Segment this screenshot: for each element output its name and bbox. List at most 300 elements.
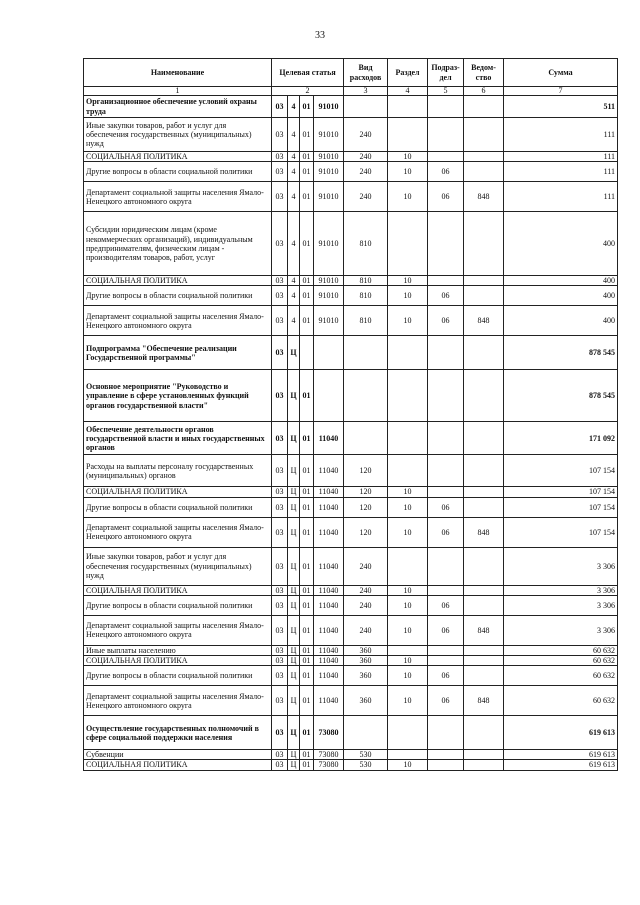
table-cell-section <box>388 118 428 152</box>
table-cell-department <box>464 760 504 770</box>
table-cell-activity: 01 <box>300 645 314 655</box>
table-cell-direction: 91010 <box>314 286 344 306</box>
table-cell-direction: 11040 <box>314 645 344 655</box>
table-cell-activity: 01 <box>300 686 314 716</box>
table-cell-expense-type <box>344 96 388 118</box>
table-cell-direction: 11040 <box>314 547 344 585</box>
table-cell-sum: 111 <box>504 162 618 182</box>
table-cell-section: 10 <box>388 686 428 716</box>
table-cell-activity: 01 <box>300 96 314 118</box>
table-cell-department <box>464 750 504 760</box>
table-cell-subprogram: 4 <box>288 162 300 182</box>
table-cell-section: 10 <box>388 162 428 182</box>
table-cell-subprogram: Ц <box>288 370 300 422</box>
table-row <box>84 370 618 422</box>
table-cell-department <box>464 162 504 182</box>
table-cell-direction: 11040 <box>314 666 344 686</box>
table-cell-activity <box>300 336 314 370</box>
table-cell-expense-type: 530 <box>344 760 388 770</box>
table-row <box>84 276 618 286</box>
table-cell-section <box>388 96 428 118</box>
table-cell-expense-type: 240 <box>344 585 388 595</box>
header-target-article: Целевая статья <box>272 59 344 87</box>
table-cell-name: Иные закупки товаров, работ и услуг для обеспечения государственных (муниципальных) нужд <box>84 118 272 152</box>
table-cell-activity: 01 <box>300 750 314 760</box>
table-cell-program: 03 <box>272 276 288 286</box>
table-cell-subprogram: Ц <box>288 422 300 455</box>
column-number: 1 <box>84 87 272 96</box>
table-cell-section <box>388 455 428 487</box>
table-cell-subprogram: 4 <box>288 306 300 336</box>
table-cell-department <box>464 96 504 118</box>
table-cell-activity: 01 <box>300 615 314 645</box>
table-cell-section: 10 <box>388 286 428 306</box>
table-cell-direction: 11040 <box>314 455 344 487</box>
column-number: 5 <box>428 87 464 96</box>
table-row <box>84 547 618 585</box>
table-cell-name: Департамент социальной защиты населения Ямало-Ненецкого автономного округа <box>84 306 272 336</box>
table-cell-direction: 11040 <box>314 517 344 547</box>
table-cell-direction: 91010 <box>314 276 344 286</box>
table-cell-name: Другие вопросы в области социальной политики <box>84 666 272 686</box>
table-cell-program: 03 <box>272 487 288 497</box>
table-cell-subprogram: Ц <box>288 497 300 517</box>
table-cell-subsection: 06 <box>428 497 464 517</box>
table-cell-department <box>464 422 504 455</box>
table-cell-direction: 91010 <box>314 182 344 212</box>
table-cell-activity: 01 <box>300 595 314 615</box>
table-row <box>84 162 618 182</box>
table-row <box>84 686 618 716</box>
table-cell-department <box>464 656 504 666</box>
table-cell-subsection: 06 <box>428 595 464 615</box>
table-cell-direction: 91010 <box>314 96 344 118</box>
table-cell-expense-type: 360 <box>344 656 388 666</box>
table-cell-subsection <box>428 547 464 585</box>
table-cell-program: 03 <box>272 656 288 666</box>
table-cell-sum: 511 <box>504 96 618 118</box>
table-cell-subsection <box>428 118 464 152</box>
table-cell-program: 03 <box>272 306 288 336</box>
table-cell-department <box>464 497 504 517</box>
table-cell-name: Организационное обеспечение условий охраны труда <box>84 96 272 118</box>
table-cell-subsection: 06 <box>428 182 464 212</box>
table-cell-program: 03 <box>272 118 288 152</box>
table-cell-expense-type: 360 <box>344 645 388 655</box>
table-cell-department <box>464 716 504 750</box>
table-cell-name: Расходы на выплаты персоналу государственных (муниципальных) органов <box>84 455 272 487</box>
table-cell-section: 10 <box>388 276 428 286</box>
table-cell-name: Другие вопросы в области социальной политики <box>84 497 272 517</box>
table-row <box>84 422 618 455</box>
column-number: 3 <box>344 87 388 96</box>
table-cell-expense-type: 240 <box>344 152 388 162</box>
table-cell-department <box>464 212 504 276</box>
table-cell-program: 03 <box>272 212 288 276</box>
table-cell-section: 10 <box>388 182 428 212</box>
table-cell-section: 10 <box>388 615 428 645</box>
table-cell-subprogram: Ц <box>288 487 300 497</box>
table-cell-sum: 111 <box>504 118 618 152</box>
table-cell-subprogram: Ц <box>288 656 300 666</box>
table-cell-expense-type: 810 <box>344 276 388 286</box>
table-cell-sum: 111 <box>504 152 618 162</box>
table-cell-name: Иные закупки товаров, работ и услуг для обеспечения государственных (муниципальных) нужд <box>84 547 272 585</box>
table-cell-department <box>464 286 504 306</box>
table-cell-expense-type: 530 <box>344 750 388 760</box>
table-cell-sum: 3 306 <box>504 595 618 615</box>
table-cell-department <box>464 370 504 422</box>
table-row <box>84 517 618 547</box>
table-cell-sum: 878 545 <box>504 370 618 422</box>
table-cell-name: Основное мероприятие "Руководство и управление в сфере установленных функций органов государственной власти" <box>84 370 272 422</box>
table-row <box>84 118 618 152</box>
table-cell-name: Департамент социальной защиты населения Ямало-Ненецкого автономного округа <box>84 182 272 212</box>
table-cell-expense-type <box>344 716 388 750</box>
table-cell-program: 03 <box>272 336 288 370</box>
column-number-row <box>84 87 618 96</box>
table-cell-sum: 400 <box>504 276 618 286</box>
table-cell-section: 10 <box>388 585 428 595</box>
table-cell-direction <box>314 370 344 422</box>
table-row <box>84 96 618 118</box>
table-cell-section: 10 <box>388 595 428 615</box>
table-cell-name: Другие вопросы в области социальной политики <box>84 595 272 615</box>
table-cell-name: СОЦИАЛЬНАЯ ПОЛИТИКА <box>84 152 272 162</box>
table-cell-subprogram: Ц <box>288 686 300 716</box>
table-cell-department: 848 <box>464 306 504 336</box>
table-cell-name: Иные выплаты населению <box>84 645 272 655</box>
table-cell-expense-type: 810 <box>344 306 388 336</box>
header-name: Наименование <box>84 59 272 87</box>
table-cell-subsection <box>428 585 464 595</box>
table-cell-subsection: 06 <box>428 517 464 547</box>
table-cell-program: 03 <box>272 182 288 212</box>
table-cell-sum: 107 154 <box>504 517 618 547</box>
table-cell-name: Осуществление государственных полномочий в сфере социальной поддержки населения <box>84 716 272 750</box>
table-cell-section: 10 <box>388 497 428 517</box>
table-cell-activity: 01 <box>300 497 314 517</box>
table-cell-name: Субвенции <box>84 750 272 760</box>
table-row <box>84 182 618 212</box>
header-department: Ведом-ство <box>464 59 504 87</box>
table-cell-program: 03 <box>272 497 288 517</box>
table-cell-name: Подпрограмма "Обеспечение реализации Государственной программы" <box>84 336 272 370</box>
table-row <box>84 760 618 770</box>
table-cell-name: СОЦИАЛЬНАЯ ПОЛИТИКА <box>84 760 272 770</box>
table-cell-subsection <box>428 750 464 760</box>
table-cell-sum: 619 613 <box>504 716 618 750</box>
table-cell-activity: 01 <box>300 118 314 152</box>
table-cell-section: 10 <box>388 517 428 547</box>
table-cell-activity: 01 <box>300 152 314 162</box>
table-cell-program: 03 <box>272 96 288 118</box>
table-cell-sum: 111 <box>504 182 618 212</box>
table-cell-program: 03 <box>272 716 288 750</box>
table-cell-expense-type <box>344 422 388 455</box>
table-cell-section <box>388 547 428 585</box>
table-cell-department <box>464 585 504 595</box>
table-cell-sum: 400 <box>504 286 618 306</box>
table-cell-sum: 60 632 <box>504 656 618 666</box>
table-cell-department <box>464 666 504 686</box>
table-cell-sum: 3 306 <box>504 547 618 585</box>
table-cell-activity: 01 <box>300 162 314 182</box>
table-row <box>84 336 618 370</box>
table-cell-section <box>388 716 428 750</box>
table-cell-name: СОЦИАЛЬНАЯ ПОЛИТИКА <box>84 585 272 595</box>
table-cell-program: 03 <box>272 517 288 547</box>
table-cell-direction: 91010 <box>314 212 344 276</box>
table-cell-expense-type: 240 <box>344 547 388 585</box>
table-row <box>84 585 618 595</box>
header-subsection: Подраз-дел <box>428 59 464 87</box>
table-cell-department <box>464 336 504 370</box>
table-cell-activity: 01 <box>300 212 314 276</box>
table-cell-activity: 01 <box>300 306 314 336</box>
table-cell-program: 03 <box>272 455 288 487</box>
table-cell-direction: 91010 <box>314 118 344 152</box>
table-row <box>84 497 618 517</box>
table-cell-program: 03 <box>272 595 288 615</box>
table-cell-subsection <box>428 760 464 770</box>
table-cell-subsection <box>428 645 464 655</box>
table-row <box>84 595 618 615</box>
table-cell-sum: 107 154 <box>504 487 618 497</box>
table-cell-activity: 01 <box>300 547 314 585</box>
table-cell-subsection: 06 <box>428 162 464 182</box>
table-cell-expense-type <box>344 336 388 370</box>
table-cell-section <box>388 370 428 422</box>
table-cell-expense-type: 240 <box>344 118 388 152</box>
table-row <box>84 455 618 487</box>
table-cell-activity: 01 <box>300 276 314 286</box>
table-cell-program: 03 <box>272 666 288 686</box>
table-cell-department <box>464 152 504 162</box>
table-cell-subprogram: Ц <box>288 517 300 547</box>
table-cell-direction: 11040 <box>314 487 344 497</box>
table-cell-expense-type: 120 <box>344 517 388 547</box>
table-cell-section: 10 <box>388 760 428 770</box>
table-cell-department <box>464 276 504 286</box>
table-cell-subsection <box>428 152 464 162</box>
table-cell-program: 03 <box>272 760 288 770</box>
table-cell-name: СОЦИАЛЬНАЯ ПОЛИТИКА <box>84 276 272 286</box>
table-cell-section <box>388 336 428 370</box>
column-number: 6 <box>464 87 504 96</box>
table-cell-activity: 01 <box>300 455 314 487</box>
table-cell-expense-type: 810 <box>344 212 388 276</box>
table-cell-department <box>464 118 504 152</box>
table-cell-department: 848 <box>464 517 504 547</box>
table-cell-expense-type: 240 <box>344 595 388 615</box>
table-cell-subsection <box>428 487 464 497</box>
table-cell-sum: 3 306 <box>504 615 618 645</box>
table-cell-subprogram: Ц <box>288 666 300 686</box>
column-number: 4 <box>388 87 428 96</box>
table-cell-section <box>388 212 428 276</box>
table-cell-sum: 619 613 <box>504 760 618 770</box>
table-cell-expense-type: 360 <box>344 686 388 716</box>
table-cell-name: Субсидии юридическим лицам (кроме некоммерческих организаций), индивидуальным предпринимателям, физическим лицам - производителям товаров, работ, услуг <box>84 212 272 276</box>
table-cell-activity: 01 <box>300 517 314 547</box>
table-row <box>84 212 618 276</box>
table-cell-activity: 01 <box>300 760 314 770</box>
table-cell-expense-type: 120 <box>344 497 388 517</box>
table-cell-direction: 11040 <box>314 686 344 716</box>
table-cell-subprogram: Ц <box>288 595 300 615</box>
table-cell-program: 03 <box>272 286 288 306</box>
table-cell-subsection: 06 <box>428 615 464 645</box>
table-cell-name: СОЦИАЛЬНАЯ ПОЛИТИКА <box>84 487 272 497</box>
table-cell-name: Департамент социальной защиты населения Ямало-Ненецкого автономного округа <box>84 615 272 645</box>
table-cell-activity: 01 <box>300 182 314 212</box>
table-cell-section <box>388 750 428 760</box>
table-cell-subsection <box>428 276 464 286</box>
table-row <box>84 656 618 666</box>
table-cell-subsection <box>428 370 464 422</box>
header-expense-type: Вид расходов <box>344 59 388 87</box>
table-cell-section: 10 <box>388 306 428 336</box>
table-row <box>84 152 618 162</box>
table-cell-expense-type: 120 <box>344 455 388 487</box>
table-cell-program: 03 <box>272 585 288 595</box>
table-cell-activity: 01 <box>300 716 314 750</box>
table-cell-name: СОЦИАЛЬНАЯ ПОЛИТИКА <box>84 656 272 666</box>
table-cell-subprogram: Ц <box>288 615 300 645</box>
table-cell-sum: 619 613 <box>504 750 618 760</box>
table-cell-subsection <box>428 455 464 487</box>
table-cell-subprogram: Ц <box>288 455 300 487</box>
table-cell-program: 03 <box>272 615 288 645</box>
budget-table <box>83 58 618 771</box>
table-cell-section: 10 <box>388 666 428 686</box>
table-cell-subsection: 06 <box>428 306 464 336</box>
table-cell-program: 03 <box>272 162 288 182</box>
table-cell-department <box>464 455 504 487</box>
table-cell-sum: 400 <box>504 306 618 336</box>
table-cell-expense-type: 240 <box>344 615 388 645</box>
table-cell-direction: 11040 <box>314 656 344 666</box>
table-cell-activity: 01 <box>300 666 314 686</box>
table-cell-sum: 878 545 <box>504 336 618 370</box>
table-cell-subsection: 06 <box>428 286 464 306</box>
table-row <box>84 286 618 306</box>
table-cell-direction: 73080 <box>314 716 344 750</box>
table-cell-subsection <box>428 716 464 750</box>
table-cell-sum: 171 092 <box>504 422 618 455</box>
column-number: 2 <box>272 87 344 96</box>
table-cell-direction: 11040 <box>314 497 344 517</box>
table-cell-subprogram: 4 <box>288 182 300 212</box>
table-cell-expense-type: 240 <box>344 182 388 212</box>
table-cell-subsection: 06 <box>428 686 464 716</box>
table-cell-subsection <box>428 212 464 276</box>
table-cell-subprogram: 4 <box>288 286 300 306</box>
table-cell-expense-type: 240 <box>344 162 388 182</box>
table-cell-subsection <box>428 96 464 118</box>
table-cell-direction: 91010 <box>314 162 344 182</box>
table-cell-department <box>464 487 504 497</box>
table-cell-department: 848 <box>464 686 504 716</box>
table-cell-sum: 107 154 <box>504 455 618 487</box>
table-cell-sum: 60 632 <box>504 645 618 655</box>
page-number: 33 <box>315 30 325 41</box>
table-cell-activity: 01 <box>300 286 314 306</box>
table-cell-direction: 73080 <box>314 760 344 770</box>
table-cell-sum: 400 <box>504 212 618 276</box>
table-cell-subprogram: Ц <box>288 585 300 595</box>
table-cell-program: 03 <box>272 645 288 655</box>
table-cell-activity: 01 <box>300 585 314 595</box>
table-cell-expense-type <box>344 370 388 422</box>
table-row <box>84 487 618 497</box>
table-cell-subsection: 06 <box>428 666 464 686</box>
table-cell-name: Другие вопросы в области социальной политики <box>84 162 272 182</box>
column-number: 7 <box>504 87 618 96</box>
table-cell-subprogram: Ц <box>288 750 300 760</box>
table-cell-name: Другие вопросы в области социальной политики <box>84 286 272 306</box>
table-cell-sum: 3 306 <box>504 585 618 595</box>
table-cell-subprogram: 4 <box>288 212 300 276</box>
table-cell-department <box>464 645 504 655</box>
table-cell-program: 03 <box>272 370 288 422</box>
table-cell-subprogram: Ц <box>288 645 300 655</box>
table-cell-department <box>464 547 504 585</box>
table-cell-subprogram: 4 <box>288 118 300 152</box>
table-cell-expense-type: 120 <box>344 487 388 497</box>
table-cell-program: 03 <box>272 152 288 162</box>
table-cell-department: 848 <box>464 182 504 212</box>
table-cell-section <box>388 645 428 655</box>
table-cell-direction: 11040 <box>314 595 344 615</box>
table-cell-department <box>464 595 504 615</box>
table-cell-name: Обеспечение деятельности органов государственной власти и иных государственных органов <box>84 422 272 455</box>
table-cell-subprogram: Ц <box>288 716 300 750</box>
table-cell-program: 03 <box>272 750 288 760</box>
table-cell-subprogram: Ц <box>288 336 300 370</box>
table-row <box>84 666 618 686</box>
table-cell-expense-type: 810 <box>344 286 388 306</box>
table-cell-subprogram: 4 <box>288 276 300 286</box>
table-cell-name: Департамент социальной защиты населения Ямало-Ненецкого автономного округа <box>84 517 272 547</box>
table-cell-direction: 11040 <box>314 585 344 595</box>
table-cell-subprogram: Ц <box>288 547 300 585</box>
table-cell-sum: 60 632 <box>504 686 618 716</box>
table-cell-expense-type: 360 <box>344 666 388 686</box>
table-cell-section: 10 <box>388 487 428 497</box>
table-cell-subprogram: Ц <box>288 760 300 770</box>
header-row <box>84 59 618 87</box>
table-cell-activity: 01 <box>300 656 314 666</box>
header-section: Раздел <box>388 59 428 87</box>
table-cell-sum: 107 154 <box>504 497 618 517</box>
table-cell-subsection <box>428 422 464 455</box>
table-row <box>84 615 618 645</box>
table-cell-direction <box>314 336 344 370</box>
table-cell-direction: 11040 <box>314 422 344 455</box>
table-cell-program: 03 <box>272 547 288 585</box>
table-cell-direction: 11040 <box>314 615 344 645</box>
table-cell-subprogram: 4 <box>288 152 300 162</box>
table-cell-activity: 01 <box>300 422 314 455</box>
table-cell-activity: 01 <box>300 370 314 422</box>
table-cell-sum: 60 632 <box>504 666 618 686</box>
table-cell-subsection <box>428 656 464 666</box>
table-cell-direction: 91010 <box>314 306 344 336</box>
table-cell-direction: 73080 <box>314 750 344 760</box>
table-row <box>84 750 618 760</box>
